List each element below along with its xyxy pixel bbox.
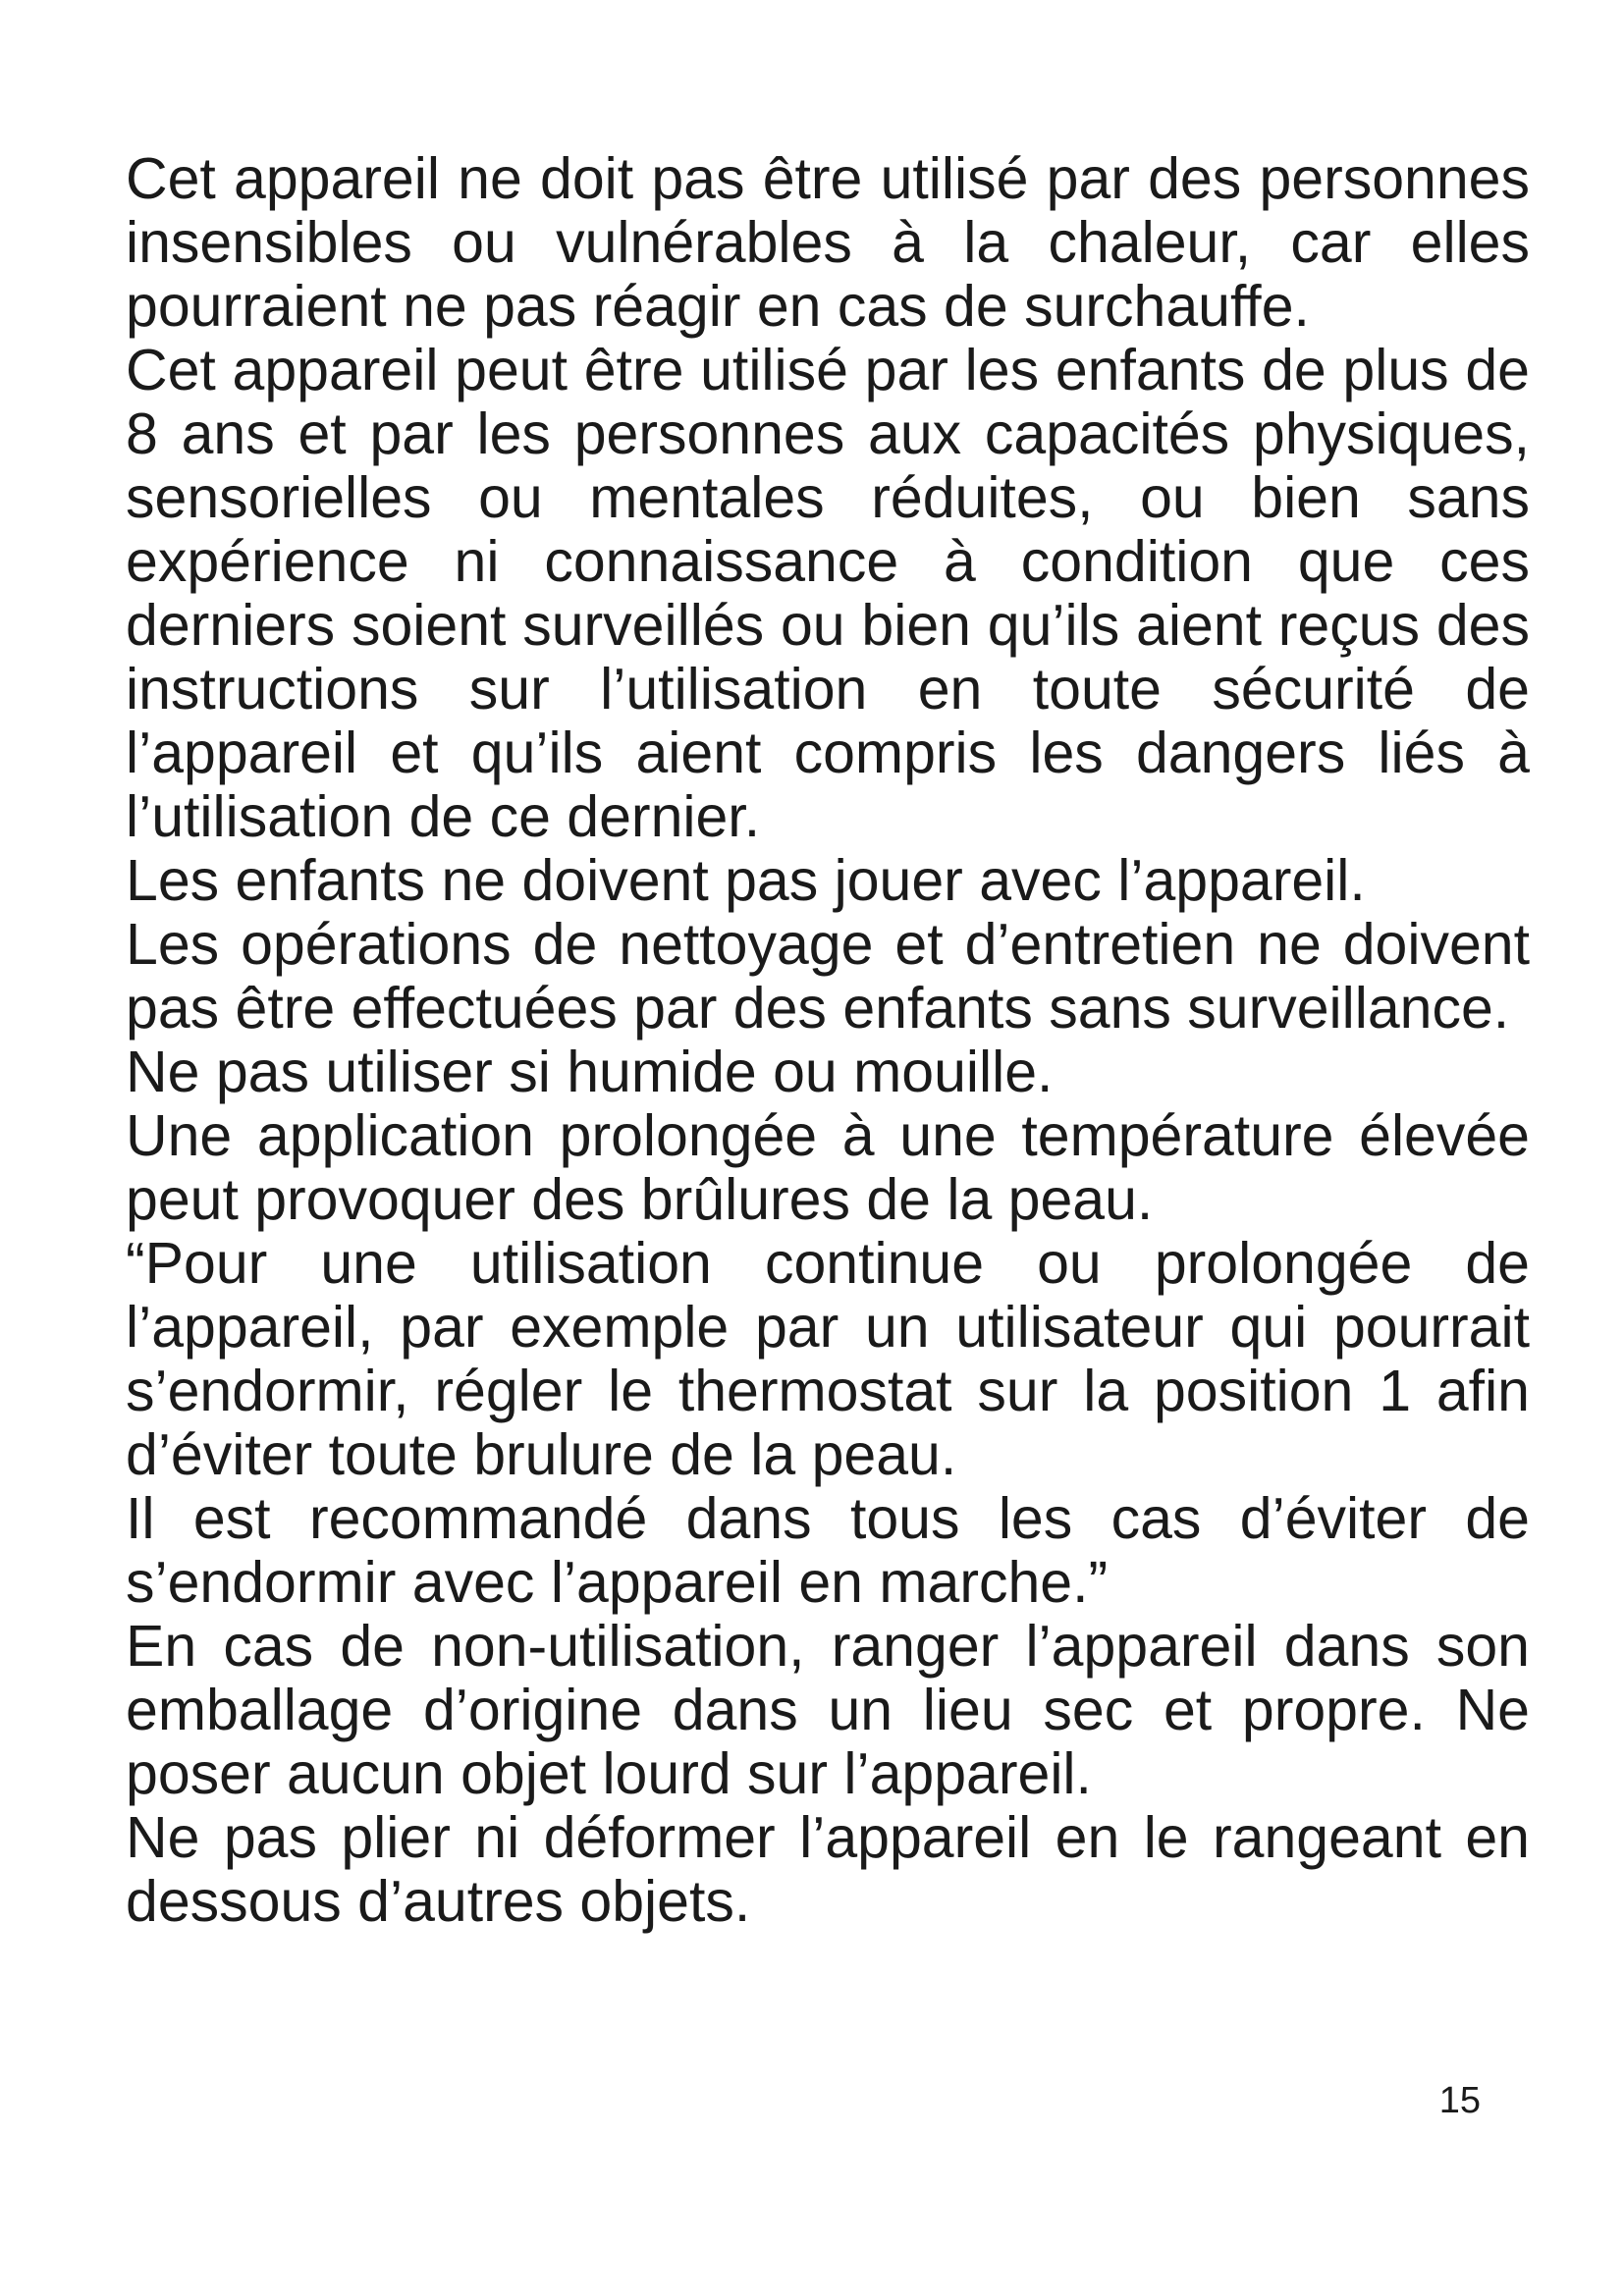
paragraph-no-folding: Ne pas plier ni déformer l’appareil en le rangeant en dessous d’autres objets. xyxy=(126,1805,1530,1934)
paragraph-thermostat-advice: “Pour une utilisation continue ou prolongée de l’appareil, par exemple par un utilisateur qui pourrait s’endormir, régler le thermostat sur la position 1 afin d’éviter toute brulure de la peau. xyxy=(126,1231,1530,1487)
paragraph-children-play: Les enfants ne doivent pas jouer avec l’appareil. xyxy=(126,848,1366,913)
paragraph-humidity-warning: Ne pas utiliser si humide ou mouille. xyxy=(126,1040,1054,1104)
paragraph-sleep-warning: Il est recommandé dans tous les cas d’éviter de s’endormir avec l’appareil en marche.” xyxy=(126,1486,1530,1615)
body-text xyxy=(126,147,1530,1934)
paragraph-storage: En cas de non-utilisation, ranger l’appareil dans son emballage d’origine dans un lieu sec et propre. Ne poser aucun objet lourd sur l’appareil. xyxy=(126,1614,1530,1806)
paragraph-cleaning-maintenance: Les opérations de nettoyage et d’entretien ne doivent pas être effectuées par des enfants sans surveillance. xyxy=(126,912,1530,1041)
paragraph-heat-sensitivity-warning: Cet appareil ne doit pas être utilisé par des personnes insensibles ou vulnérables à la chaleur, car elles pourraient ne pas réagir en cas de surchauffe. xyxy=(126,146,1530,339)
paragraph-children-supervision: Cet appareil peut être utilisé par les enfants de plus de 8 ans et par les personnes aux capacités physiques, sensorielles ou mentales réduites, ou bien sans expérience ni connaissance à condition que ces derniers soient surveillés ou bien qu’ils aient reçus des instructions sur l’utilisation en toute sécurité de l’appareil et qu’ils aient compris les dangers liés à l’utilisation de ce dernier. xyxy=(126,338,1530,849)
page-number: 15 xyxy=(1438,2080,1481,2121)
paragraph-burn-warning: Une application prolongée à une température élevée peut provoquer des brûlures de la peau. xyxy=(126,1103,1530,1232)
